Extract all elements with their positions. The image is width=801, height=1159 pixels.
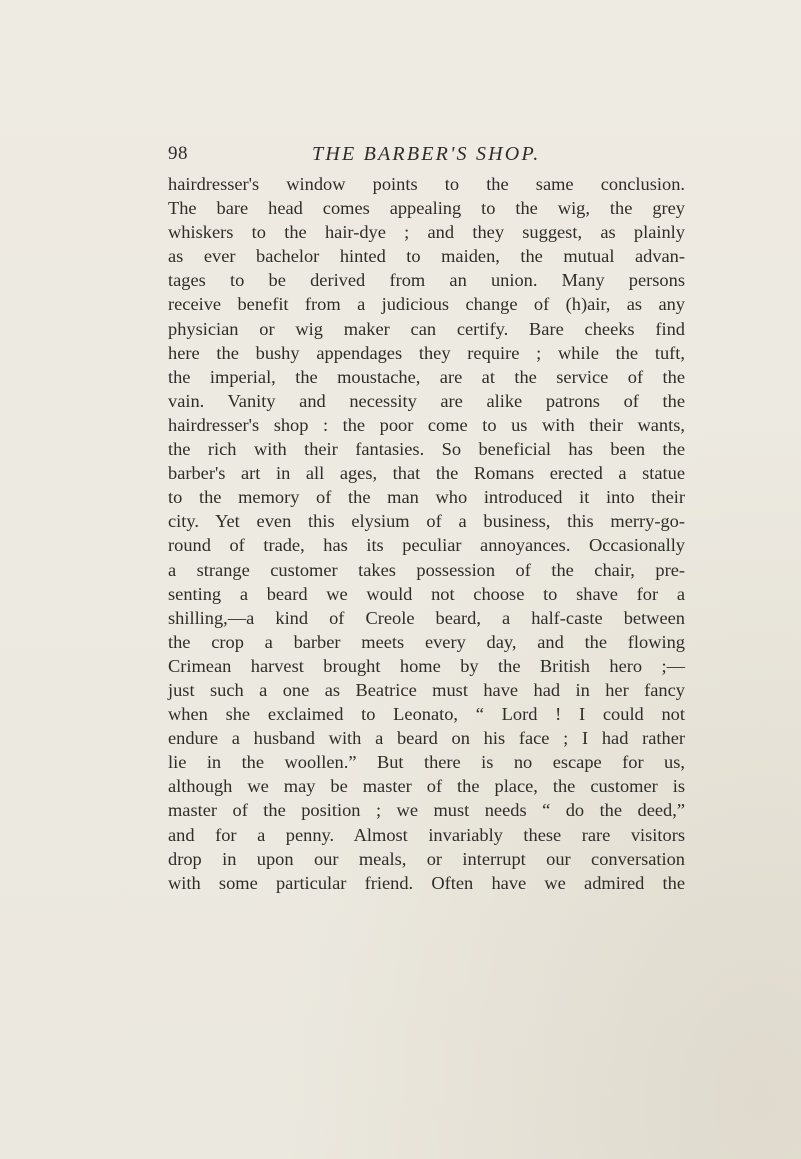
text-line: physician or wig maker can certify. Bare cheeks find [168,318,685,339]
text-line: the imperial, the moustache, are at the service of the [168,366,685,387]
running-title: THE BARBER'S SHOP. [312,143,541,165]
body-text [168,172,685,895]
text-line: shilling,—a kind of Creole beard, a half-caste between [168,607,685,628]
text-line: although we may be master of the place, the customer is [168,776,685,797]
text-line: just such a one as Beatrice must have had in her fancy [168,679,685,700]
text-line: receive benefit from a judicious change of (h)air, as any [168,294,685,315]
text-line: senting a beard we would not choose to shave for a [168,583,685,604]
text-line: and for a penny. Almost invariably these rare visitors [168,824,685,845]
text-line: as ever bachelor hinted to maiden, the mutual advan- [168,246,685,267]
text-line: the crop a barber meets every day, and the flowing [168,631,685,652]
text-line: city. Yet even this elysium of a business, this merry-go- [168,511,685,532]
text-line: The bare head comes appealing to the wig, the grey [168,198,685,219]
text-line: barber's art in all ages, that the Romans erected a statue [168,463,685,484]
text-line: here the bushy appendages they require ; while the tuft, [168,342,685,363]
text-line: Crimean harvest brought home by the British hero ;— [168,655,685,676]
text-line: endure a husband with a beard on his face ; I had rather [168,728,685,749]
running-head [168,143,688,169]
text-line: drop in upon our meals, or interrupt our conversation [168,848,685,869]
text-line: round of trade, has its peculiar annoyances. Occasionally [168,535,685,556]
text-line: tages to be derived from an union. Many persons [168,270,685,291]
text-line: a strange customer takes possession of the chair, pre- [168,559,685,580]
text-line: lie in the woollen.” But there is no escape for us, [168,752,685,773]
text-line: with some particular friend. Often have we admired the [168,872,685,893]
text-line: master of the position ; we must needs “ do the deed,” [168,800,685,821]
page-number: 98 [168,143,188,164]
text-line: to the memory of the man who introduced it into their [168,487,685,508]
text-line: whiskers to the hair-dye ; and they suggest, as plainly [168,222,685,243]
text-line: vain. Vanity and necessity are alike patrons of the [168,390,685,411]
text-line: when she exclaimed to Leonato, “ Lord ! I could not [168,704,685,725]
text-line: the rich with their fantasies. So beneficial has been the [168,439,685,460]
text-line: hairdresser's window points to the same conclusion. [168,174,685,194]
text-line: hairdresser's shop : the poor come to us with their wants, [168,414,685,435]
